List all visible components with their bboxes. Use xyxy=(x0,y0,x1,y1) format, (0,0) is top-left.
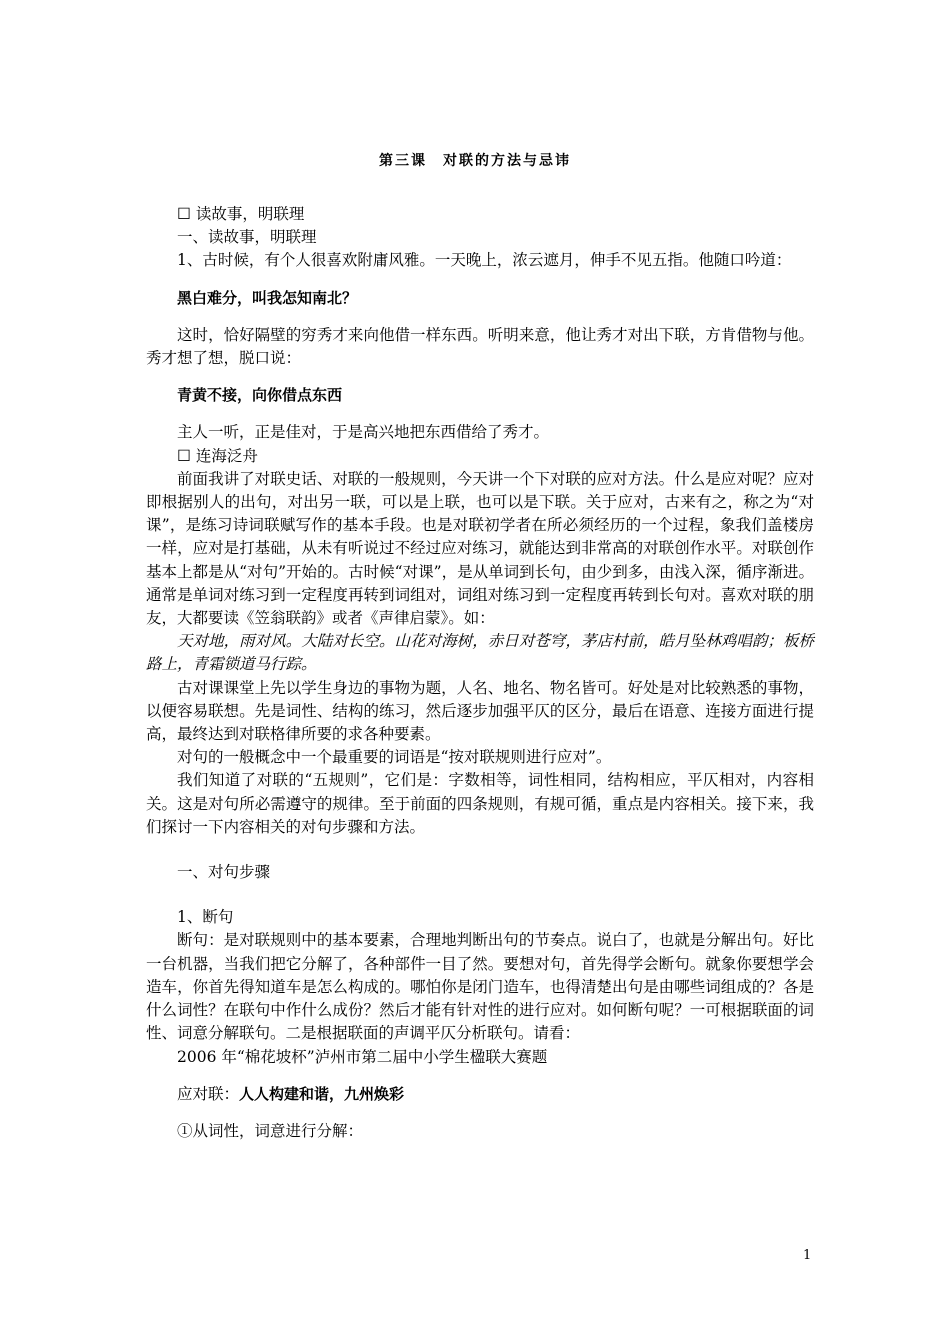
lianhai-paragraph-2: 古对课课堂上先以学生身边的事物为题，人名、地名、物名皆可。好处是对比较熟悉的事物，以便容易联想。先是词性、结构的练习，然后逐步加强平仄的区分，最后在语意、连接方面进行提高，最终达到对联格律所要的求各种要素。 xyxy=(146,678,814,744)
reply-line xyxy=(146,1083,814,1106)
lianhai-paragraph-1: 前面我讲了对联史话、对联的一般规则，今天讲一个下对联的应对方法。什么是应对呢？应对即根据别人的出句，对出另一联，可以是上联，也可以是下联。关于应对，古来有之，称之为“对课”，是练习诗词联赋写作的基本手段。也是对联初学者在所必须经历的一个过程，象我们盖楼房一样，应对是打基础，从未有听说过不经过应对练习，就能达到非常高的对联创作水平。对联创作基本上都是从“对句”开始的。古时候“对课”，是从单词到长句，由少到多，由浅入深，循序渐进。通常是单词对练习到一定程度再转到词组对，词组对练习到一定程度再转到长句对。喜欢对联的朋友，大都要读《笠翁联韵》或者《声律启蒙》。如： xyxy=(146,469,814,628)
story-paragraph-1: 1、古时候，有个人很喜欢附庸风雅。一天晚上，浓云遮月，伸手不见五指。他随口吟道： xyxy=(177,251,792,270)
analysis-line: ①从词性，词意进行分解： xyxy=(177,1121,364,1140)
reply-text: 人人构建和谐，九州焕彩 xyxy=(239,1084,405,1103)
story-heading: 一、读故事，明联理 xyxy=(177,228,317,247)
steps-heading: 一、对句步骤 xyxy=(177,863,271,882)
lianhai-paragraph-4: 我们知道了对联的“五规则”，它们是：字数相等，词性相同，结构相应，平仄相对，内容相关。这是对句所必需遵守的规律。至于前面的四条规则，有规可循，重点是内容相关。接下来，我们探讨一下内容相关的对句步骤和方法。 xyxy=(146,771,814,836)
page-title: 第三课 对联的方法与忌讳 xyxy=(379,153,571,169)
story-paragraph-3: 主人一听，正是佳对，于是高兴地把东西借给了秀才。 xyxy=(177,423,550,442)
contest-title: 2006 年“棉花坡杯”泸州市第二届中小学生楹联大赛题 xyxy=(177,1047,548,1066)
verse-lower-line: 青黄不接，向你借点东西 xyxy=(177,386,343,405)
reply-label: 应对联： xyxy=(177,1084,240,1103)
story-paragraph-2: 这时，恰好隔壁的穷秀才来向他借一样东西。听明来意，他让秀才对出下联，方肯借物与他。 秀才想了想，脱口说： xyxy=(146,325,814,368)
document-body xyxy=(146,203,814,1143)
lianhai-paragraph-3: 对句的一般概念中一个最重要的词语是“按对联规则进行应对”。 xyxy=(177,748,612,767)
step1-paragraph: 断句：是对联规则中的基本要素，合理地判断出句的节奏点。说白了，也就是分解出句。好比一台机器，当我们把它分解了，各种部件一目了然。要想对句，首先得学会断句。就象你要想学会造车，你首先得知道车是怎么构成的。哪怕你是闭门造车，也得清楚出句是由哪些词组成的？各是什么词性？在联句中作什么成份？然后才能有针对性的进行应对。如何断句呢？一可根据联面的词性、词意分解联句。二是根据联面的声调平仄分析联句。请看： xyxy=(146,931,814,1043)
page-number: 1 xyxy=(803,1248,812,1263)
lianhai-example: 天对地，雨对风。大陆对长空。山花对海树，赤日对苍穹，茅店村前，皓月坠林鸡唱韵；板桥路上，青霜锁道马行踪。 xyxy=(146,632,814,674)
verse-upper-line: 黑白难分，叫我怎知南北？ xyxy=(177,288,358,307)
story-heading-box: ☐ 读故事，明联理 xyxy=(177,205,305,223)
lianhai-heading: ☐ 连海泛舟 xyxy=(177,446,258,465)
step1-heading: 1、断句 xyxy=(177,908,234,927)
